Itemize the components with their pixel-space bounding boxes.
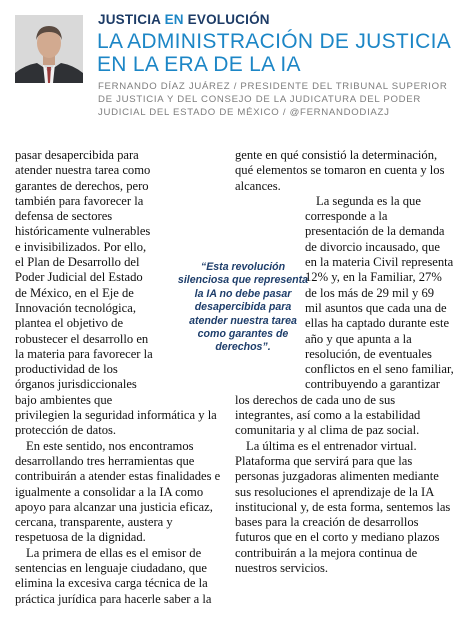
- paragraph: pasar desapercibida para atender nuestra tarea como garantes de derechos, pero también para favorecer la defensa de sectores históricamente vulnerables e invisibilizados. Por ello, el Plan de Desarrollo del Poder Judicial del Estado de México, en el Eje de Innovación tecnológica, plantea el objetivo de robustecer el desarrollo en la materia para favorecer la productividad de los órganos jurisdiccionales bajo ambientes que privilegien la seguridad informática y la protección de datos.: [15, 148, 217, 438]
- paragraph: La primera de ellas es el emisor de sentencias en lenguaje ciudadano, que elimina la excesiva carga técnica de la práctica jurídica para hacerle saber a la: [15, 545, 212, 606]
- section-kicker: [98, 12, 270, 27]
- paragraph: La última es el entrenador virtual. Plataforma que servirá para que las personas juzgadoras alimenten mediante sus resoluciones el aprendizaje de la IA institucional y, de esta forma, sentemos las bases para la creación de desarrollos futuros que en el corto y mediano plazos contribuirán a la mejora continua de nuestros servicios.: [235, 438, 451, 576]
- right-column: [235, 148, 454, 576]
- left-column: [15, 148, 223, 607]
- author-byline: FERNANDO DÍAZ JUÁREZ / PRESIDENTE DEL TRIBUNAL SUPERIOR DE JUSTICIA Y DEL CONSEJO DE LA JUDICATURA DEL PODER JUDICIAL DEL ESTADO DE MÉXICO / @FERNANDODIAZJ: [98, 81, 448, 118]
- article-header: [0, 0, 471, 146]
- kicker-text-end: EVOLUCIÓN: [183, 12, 270, 27]
- article-title: LA ADMINISTRACIÓN DE JUSTICIA EN LA ERA DE LA IA: [97, 30, 450, 76]
- paragraph: En este sentido, nos encontramos desarrollando tres herramientas que contribuirán a atender estas finalidades e igualmente a consolidar a la IA como apoyo para alcanzar una justicia eficaz, cercana, transparente, austera y respetuosa de la dignidad.: [15, 438, 221, 545]
- paragraph: La segunda es la que corresponde a la presentación de la demanda de divorcio incausado, que en la materia Civil representa 12% y, en la Familiar, 27% de los más de 29 mil y 69 mil asuntos que cada una de ellas ha captado durante este año y que apunta a la resolución, de eventuales conflictos en el seno familiar, contribuyendo a garantizar los derechos de cada uno de sus integrantes, así como a la estabilidad comunitaria y al clima de paz social.: [235, 193, 454, 438]
- kicker-accent: EN: [164, 12, 184, 27]
- author-photo: [15, 15, 83, 83]
- kicker-text: JUSTICIA: [98, 12, 165, 27]
- author-portrait-image: [15, 15, 83, 83]
- paragraph: gente en qué consistió la determinación, qué elementos se tomaron en cuenta y los alcances.: [235, 148, 445, 193]
- article-body: [15, 148, 454, 636]
- pull-quote: “Esta revolución silenciosa que representa la IA no debe pasar desapercibida para atender nuestra tarea como garantes de derechos”.: [177, 261, 309, 354]
